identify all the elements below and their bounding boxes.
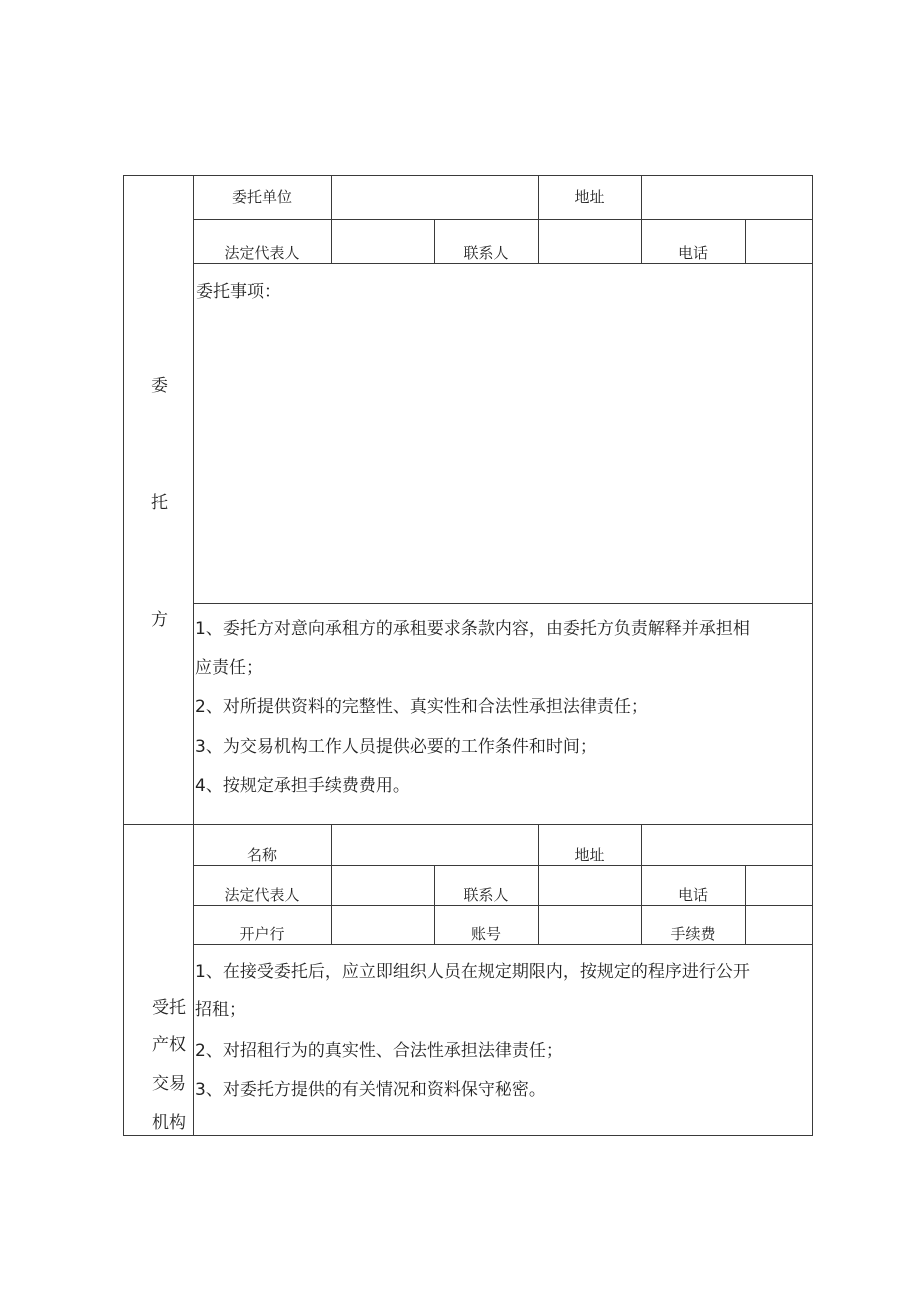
agent-section-line-1: 受托 (152, 998, 186, 1018)
agent-address-field[interactable] (646, 846, 808, 864)
principal-phone-field[interactable] (750, 244, 808, 262)
principal-matters-bottom (193, 603, 813, 604)
principal-legal-rep-field[interactable] (336, 244, 430, 262)
principal-obligation-3: 3、为交易机构工作人员提供必要的工作条件和时间； (195, 737, 597, 757)
agent-section-line-2: 产权 (152, 1035, 186, 1055)
principal-unit-label: 委托单位 (231, 188, 292, 206)
agent-account-label: 账号 (470, 925, 501, 943)
table-left-border (123, 175, 124, 1136)
principal-address-field[interactable] (646, 188, 808, 206)
agent-grid-col1 (331, 824, 332, 945)
agent-grid-col3 (538, 824, 539, 945)
principal-obligation-1: 1、委托方对意向承租方的承租要求条款内容，由委托方负责解释并承担相 (195, 619, 750, 639)
table-right-border (812, 175, 813, 1136)
principal-matters-field[interactable] (196, 306, 808, 598)
principal-address-label: 地址 (574, 188, 605, 206)
agent-contact-label: 联系人 (463, 886, 509, 904)
agent-obligation-2: 2、对招租行为的真实性、合法性承担法律责任； (195, 1041, 563, 1061)
principal-contact-label: 联系人 (463, 244, 509, 262)
principal-section-char-3: 方 (151, 610, 168, 630)
agent-phone-field[interactable] (750, 886, 808, 904)
table-top-border (123, 175, 813, 176)
agent-legal-rep-field[interactable] (336, 886, 430, 904)
principal-contact-field[interactable] (543, 244, 637, 262)
agent-section-line-4: 机构 (152, 1113, 186, 1133)
principal-section-char-1: 委 (151, 376, 168, 396)
agent-bank-label: 开户行 (239, 925, 285, 943)
principal-obligation-2: 2、对所提供资料的完整性、真实性和合法性承担法律责任； (195, 697, 648, 717)
principal-row1-bottom (193, 219, 813, 220)
agent-address-label: 地址 (574, 846, 605, 864)
principal-grid-col1 (331, 175, 332, 264)
agent-section-line-3: 交易 (152, 1074, 186, 1094)
agent-account-field[interactable] (543, 925, 637, 943)
agent-row1-bottom (193, 865, 813, 866)
agent-contact-field[interactable] (543, 886, 637, 904)
table-bottom-border (123, 1135, 813, 1136)
principal-section-char-2: 托 (151, 493, 168, 513)
agent-obligation-3: 3、对委托方提供的有关情况和资料保守秘密。 (195, 1080, 546, 1100)
principal-grid-col5 (745, 219, 746, 264)
section-divider (123, 824, 813, 825)
principal-obligation-1-cont: 应责任； (195, 658, 263, 678)
agent-bank-field[interactable] (336, 925, 430, 943)
agent-phone-label: 电话 (677, 886, 708, 904)
principal-obligation-4: 4、按规定承担手续费费用。 (195, 776, 410, 796)
agent-name-field[interactable] (336, 846, 534, 864)
principal-legal-rep-label: 法定代表人 (224, 244, 300, 262)
agent-fee-label: 手续费 (670, 925, 716, 943)
principal-unit-field[interactable] (336, 188, 534, 206)
agent-obligation-1-cont: 招租； (195, 1000, 246, 1020)
agent-row2-bottom (193, 905, 813, 906)
label-column-divider (193, 175, 194, 1136)
agent-obligation-1: 1、在接受委托后，应立即组织人员在规定期限内，按规定的程序进行公开 (195, 962, 750, 982)
principal-matters-label: 委托事项： (196, 282, 281, 302)
principal-row2-bottom (193, 263, 813, 264)
agent-grid-col5 (745, 865, 746, 945)
agent-name-label: 名称 (246, 846, 277, 864)
agent-row3-bottom (193, 944, 813, 945)
agent-legal-rep-label: 法定代表人 (224, 886, 300, 904)
agent-fee-field[interactable] (750, 925, 808, 943)
principal-phone-label: 电话 (677, 244, 708, 262)
